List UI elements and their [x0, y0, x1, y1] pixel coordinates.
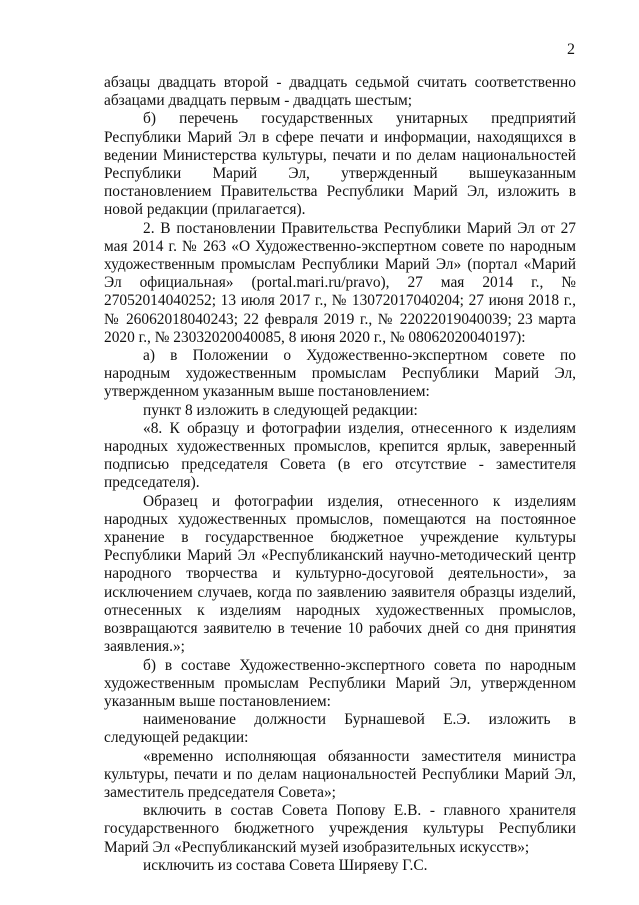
paragraph-council-regulation: а) в Положении о Художественно-экспертном совете по народным художественным промыслам Республики Марий Эл, утвержденном указанным выше постановлением:: [104, 347, 576, 401]
paragraph-enterprises-list: б) перечень государственных унитарных предприятий Республики Марий Эл в сфере печати и информации, находящихся в ведении Министерства культуры, печати и по делам национальностей Республики Марий Эл, утвержденный вышеуказанным постановлением Правительства Республики Марий Эл, изложить в новой редакции (прилагается).: [104, 110, 576, 219]
paragraph-new-position-title: «временно исполняющая обязанности заместителя министра культуры, печати и по делам национальностей Республики Марий Эл, заместитель председателя Совета»;: [104, 747, 576, 801]
paragraph-include-member: включить в состав Совета Попову Е.В. - главного хранителя государственного бюджетного учреждения культуры Республики Марий Эл «Республиканский музей изобразительных искусств»;: [104, 802, 576, 856]
page-number: 2: [567, 41, 575, 58]
paragraph-paragraph-renumbering: абзацы двадцать второй - двадцать седьмой считать соответственно абзацами двадцать первым - двадцать шестым;: [104, 74, 576, 110]
paragraph-clause-8-intro: пункт 8 изложить в следующей редакции:: [143, 401, 418, 419]
paragraph-resolution-263-amendment: 2. В постановлении Правительства Республики Марий Эл от 27 мая 2014 г. № 263 «О Художественно-экспертном совете по народным художественным промыслам Республики Марий Эл» (портал «Марий Эл официальная» (portal.mari.ru/pravo), 27 мая 2014 г., № 27052014040252; 13 июля 2017 г., № 13072017040204; 27 июня 2018 г., № 26062018040243; 22 февраля 2019 г., № 22022019040039; 23 марта 2020 г., № 23032020040085, 8 июня 2020 г., № 08062020040197):: [104, 219, 576, 346]
document-body: [104, 74, 576, 875]
paragraph-clause-8-text: «8. К образцу и фотографии изделия, отнесенного к изделиям народных художественных промыслов, крепится ярлык, заверенный подписью председателя Совета (в его отсутствие - заместителя председателя).: [104, 419, 576, 492]
paragraph-exclude-member: исключить из состава Совета Ширяеву Г.С.: [143, 856, 428, 874]
paragraph-position-title-change: наименование должности Бурнашевой Е.Э. изложить в следующей редакции:: [104, 711, 576, 747]
paragraph-council-composition: б) в составе Художественно-экспертного совета по народным художественным промыслам Республики Марий Эл, утвержденном указанным выше постановлением:: [104, 656, 576, 710]
paragraph-samples-storage: Образец и фотографии изделия, отнесенного к изделиям народных художественных промыслов, помещаются на постоянное хранение в государственное бюджетное учреждение культуры Республики Марий Эл «Республиканский научно-методический центр народного творчества и культурно-досуговой деятельности», за исключением случаев, когда по заявлению заявителя образцы изделий, отнесенных к изделиям народных художественных промыслов, возвращаются заявителю в течение 10 рабочих дней со дня принятия заявления.»;: [104, 492, 576, 656]
